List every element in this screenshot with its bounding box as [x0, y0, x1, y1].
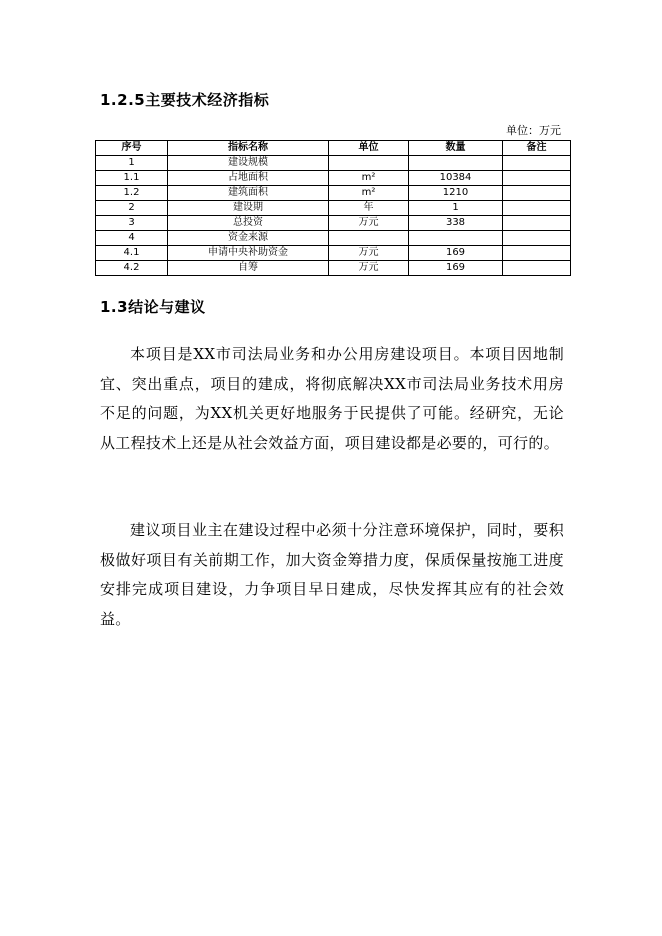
table-cell: 338 — [409, 216, 503, 231]
table-cell — [503, 201, 571, 216]
table-cell: 建设规模 — [168, 156, 329, 171]
unit-note: 单位：万元 — [506, 124, 561, 137]
table-cell: 2 — [96, 201, 168, 216]
table-row — [96, 186, 571, 201]
table-cell: 1.2 — [96, 186, 168, 201]
table-cell: 资金来源 — [168, 231, 329, 246]
table-cell: 万元 — [329, 246, 409, 261]
table-row — [96, 246, 571, 261]
table-row — [96, 216, 571, 231]
table-row — [96, 156, 571, 171]
indicators-table — [95, 140, 571, 276]
table-cell: 4.1 — [96, 246, 168, 261]
header-cell: 数量 — [409, 141, 503, 156]
table-cell — [503, 216, 571, 231]
table-cell — [503, 231, 571, 246]
paragraph-suggestion: 建议项目业主在建设过程中必须十分注意环境保护，同时，要积极做好项目有关前期工作，加大资金筹措力度，保质保量按施工进度安排完成项目建设，力争项目早日建成，尽快发挥其应有的社会效益。 — [100, 521, 564, 628]
table-cell — [409, 231, 503, 246]
table-cell: 占地面积 — [168, 171, 329, 186]
table-cell: 万元 — [329, 261, 409, 276]
table-cell: 10384 — [409, 171, 503, 186]
section-heading-conclusion: 1.3结论与建议 — [100, 298, 206, 316]
table-cell: 1210 — [409, 186, 503, 201]
table-cell — [503, 171, 571, 186]
table-row — [96, 231, 571, 246]
table-cell: 3 — [96, 216, 168, 231]
table-cell: 建筑面积 — [168, 186, 329, 201]
table-cell: 建设期 — [168, 201, 329, 216]
table-cell — [503, 246, 571, 261]
table-cell — [503, 261, 571, 276]
table-cell: 169 — [409, 246, 503, 261]
header-cell: 单位 — [329, 141, 409, 156]
table-row — [96, 171, 571, 186]
header-cell: 备注 — [503, 141, 571, 156]
table-cell: 自筹 — [168, 261, 329, 276]
table-row — [96, 261, 571, 276]
table-cell: 申请中央补助资金 — [168, 246, 329, 261]
table-cell — [329, 231, 409, 246]
table-cell: 总投资 — [168, 216, 329, 231]
table-cell: m² — [329, 171, 409, 186]
table-row — [96, 201, 571, 216]
header-cell: 序号 — [96, 141, 168, 156]
table-cell — [503, 186, 571, 201]
table-cell: 4.2 — [96, 261, 168, 276]
table-cell — [329, 156, 409, 171]
table-cell: 4 — [96, 231, 168, 246]
header-cell: 指标名称 — [168, 141, 329, 156]
section-heading-indicators: 1.2.5主要技术经济指标 — [100, 91, 270, 109]
table-cell: m² — [329, 186, 409, 201]
table-cell: 1 — [409, 201, 503, 216]
table-cell: 万元 — [329, 216, 409, 231]
table-header-row — [96, 141, 571, 156]
table-cell: 1.1 — [96, 171, 168, 186]
table-cell: 1 — [96, 156, 168, 171]
table-cell — [503, 156, 571, 171]
table-cell — [409, 156, 503, 171]
paragraph-conclusion: 本项目是XX市司法局业务和办公用房建设项目。本项目因地制宜、突出重点，项目的建成，将彻底解决XX市司法局业务技术用房不足的问题，为XX机关更好地服务于民提供了可能。经研究，无论从工程技术上还是从社会效益方面，项目建设都是必要的，可行的。 — [100, 345, 564, 452]
table-cell: 年 — [329, 201, 409, 216]
table-cell: 169 — [409, 261, 503, 276]
